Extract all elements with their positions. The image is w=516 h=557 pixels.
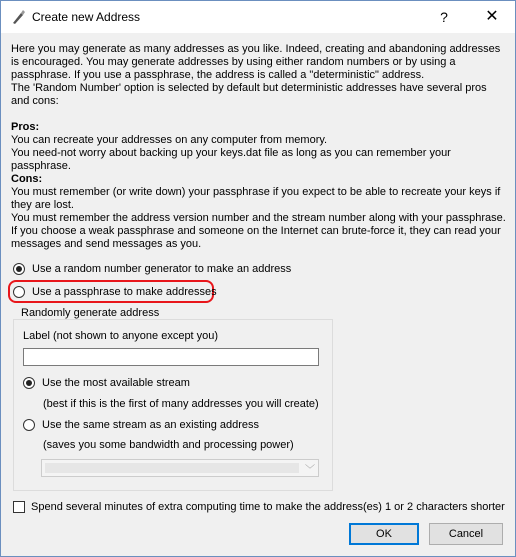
- passphrase-label: Use a passphrase to make addresses: [32, 286, 217, 298]
- help-button[interactable]: ?: [440, 9, 448, 25]
- most-available-stream-radio[interactable]: [23, 377, 35, 389]
- description-text: [11, 43, 507, 251]
- app-icon: [10, 9, 26, 25]
- label-caption: Label (not shown to anyone except you): [23, 330, 219, 342]
- extra-time-option[interactable]: [13, 501, 505, 513]
- random-number-option[interactable]: [13, 261, 291, 277]
- random-number-label: Use a random number generator to make an address: [32, 263, 292, 275]
- cons-heading: Cons:: [11, 173, 43, 185]
- pros-item: You can recreate your addresses on any computer from memory.: [11, 134, 328, 146]
- existing-address-value: [45, 463, 299, 473]
- passphrase-option[interactable]: [13, 284, 217, 300]
- existing-stream-option[interactable]: [23, 417, 259, 433]
- pros-heading: Pros:: [11, 121, 40, 133]
- most-available-stream-option[interactable]: [23, 375, 190, 391]
- chevron-down-icon: ﹀: [305, 465, 315, 476]
- extra-time-checkbox[interactable]: [13, 501, 25, 513]
- group-title: Randomly generate address: [21, 307, 160, 319]
- ok-button[interactable]: OK: [349, 523, 419, 545]
- most-available-stream-note: (best if this is the first of many addresses you will create): [43, 398, 319, 410]
- cons-item: If you choose a weak passphrase and someone on the Internet can brute-force it, they can read your messages and send messages as you.: [11, 225, 501, 250]
- passphrase-radio[interactable]: [13, 286, 25, 298]
- title-bar[interactable]: [1, 1, 515, 33]
- close-button[interactable]: ✕: [485, 8, 499, 25]
- pros-item: You need-not worry about backing up your keys.dat file as long as you can remember your passphrase.: [11, 147, 451, 172]
- label-input[interactable]: [23, 348, 319, 366]
- existing-stream-radio[interactable]: [23, 419, 35, 431]
- existing-stream-label: Use the same stream as an existing address: [42, 419, 260, 431]
- intro-paragraph-1: Here you may generate as many addresses as you like. Indeed, creating and abandoning addresses is encouraged. You may generate addresses by using either random numbers or by using a passphrase. If you use a passphrase, the address is called a "deterministic" address.: [11, 43, 501, 81]
- intro-paragraph-2: The 'Random Number' option is selected by default but deterministic addresses have several pros and cons:: [11, 82, 487, 107]
- random-number-radio[interactable]: [13, 263, 25, 275]
- window-title: Create new Address: [32, 10, 141, 24]
- most-available-stream-label: Use the most available stream: [42, 377, 190, 389]
- existing-stream-note: (saves you some bandwidth and processing power): [43, 439, 294, 451]
- cons-item: You must remember the address version number and the stream number along with your passphrase.: [11, 212, 506, 224]
- extra-time-label: Spend several minutes of extra computing time to make the address(es) 1 or 2 characters shorter: [31, 501, 505, 513]
- cons-item: You must remember (or write down) your passphrase if you expect to be able to recreate your keys if they are lost.: [11, 186, 501, 211]
- cancel-button[interactable]: Cancel: [429, 523, 503, 545]
- existing-address-combo[interactable]: [41, 459, 319, 477]
